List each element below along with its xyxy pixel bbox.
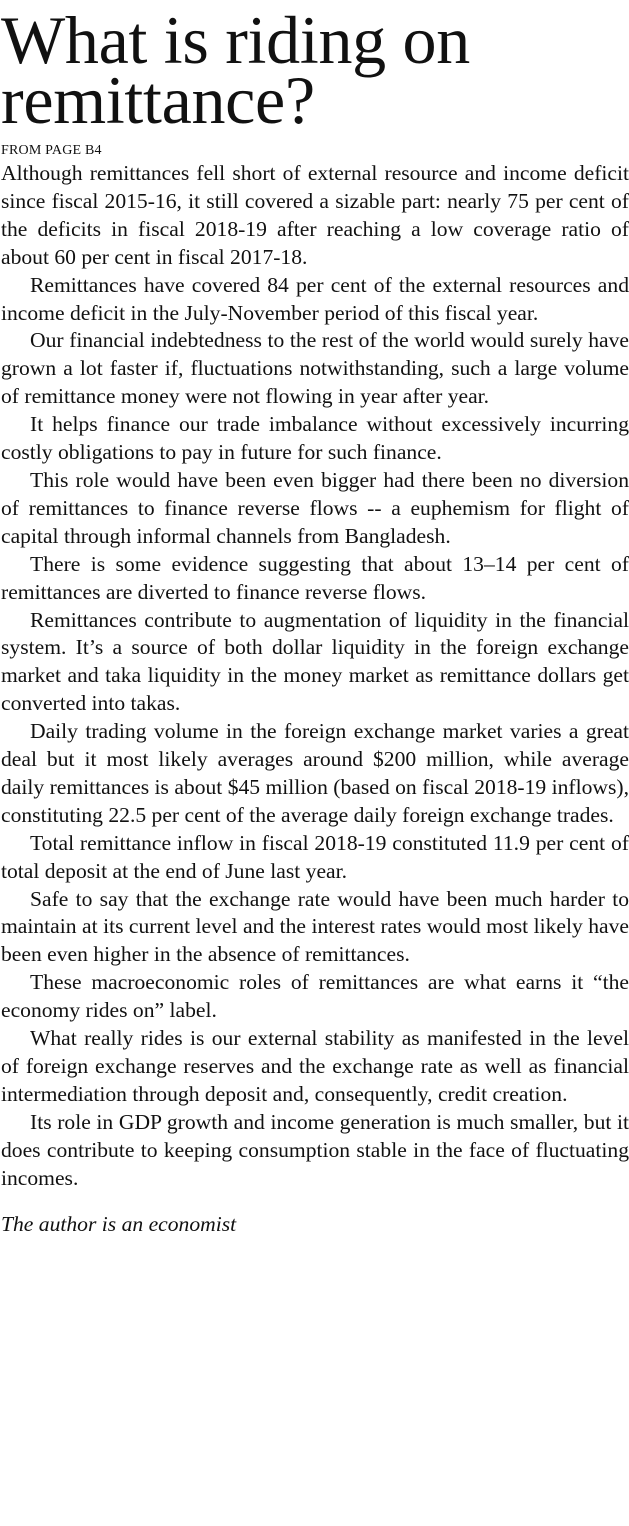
headline: [1, 0, 629, 138]
paragraph: It helps finance our trade imbalance without excessively incurring costly obligations to pay in future for such finance.: [1, 412, 629, 465]
jump-line: FROM PAGE B4: [1, 143, 102, 158]
author-byline: The author is an economist: [1, 1211, 237, 1236]
paragraph: Its role in GDP growth and income generation is much smaller, but it does contribute to keeping consumption stable in the face of fluctuating incomes.: [1, 1109, 629, 1190]
paragraph: What really rides is our external stability as manifested in the level of foreign exchange reserves and the exchange rate as well as financial intermediation through deposit and, consequently, credit creation.: [1, 1026, 629, 1106]
paragraph: Total remittance inflow in fiscal 2018-19 constituted 11.9 per cent of total deposit at the end of June last year.: [1, 830, 629, 883]
paragraph: Although remittances fell short of external resource and income deficit since fiscal 2015-16, it still covered a sizable part: nearly 75 per cent of the deficits in fiscal 2018-19 after reaching a low coverage ratio of about 60 per cent in fiscal 2017-18.: [1, 161, 629, 269]
article-body: [1, 160, 629, 1193]
headline-line-1: What is riding on: [1, 2, 470, 78]
paragraph: These macroeconomic roles of remittances are what earns it “the economy rides on” label.: [1, 970, 629, 1023]
paragraph: Daily trading volume in the foreign exchange market varies a great deal but it most likely averages around $200 million, while average daily remittances is about $45 million (based on fiscal 2018-19 inflows), constituting 22.5 per cent of the average daily foreign exchange trades.: [1, 719, 629, 827]
paragraph: There is some evidence suggesting that about 13–14 per cent of remittances are diverted to finance reverse flows.: [1, 551, 629, 604]
paragraph: This role would have been even bigger had there been no diversion of remittances to finance reverse flows -- a euphemism for flight of capital through informal channels from Bangladesh.: [1, 467, 629, 548]
paragraph: Remittances contribute to augmentation of liquidity in the financial system. It’s a source of both dollar liquidity in the foreign exchange market and taka liquidity in the money market as remittance dollars get converted into takas.: [1, 607, 629, 716]
paragraph: Remittances have covered 84 per cent of the external resources and income deficit in the July-November period of this fiscal year.: [1, 272, 629, 325]
paragraph: Our financial indebtedness to the rest of the world would surely have grown a lot faster if, fluctuations notwithstanding, such a large volume of remittance money were not flowing in year after year.: [1, 328, 629, 409]
paragraph: Safe to say that the exchange rate would have been much harder to maintain at its current level and the interest rates would most likely have been even higher in the absence of remittances.: [1, 886, 629, 967]
headline-line-2: remittance?: [1, 62, 315, 138]
